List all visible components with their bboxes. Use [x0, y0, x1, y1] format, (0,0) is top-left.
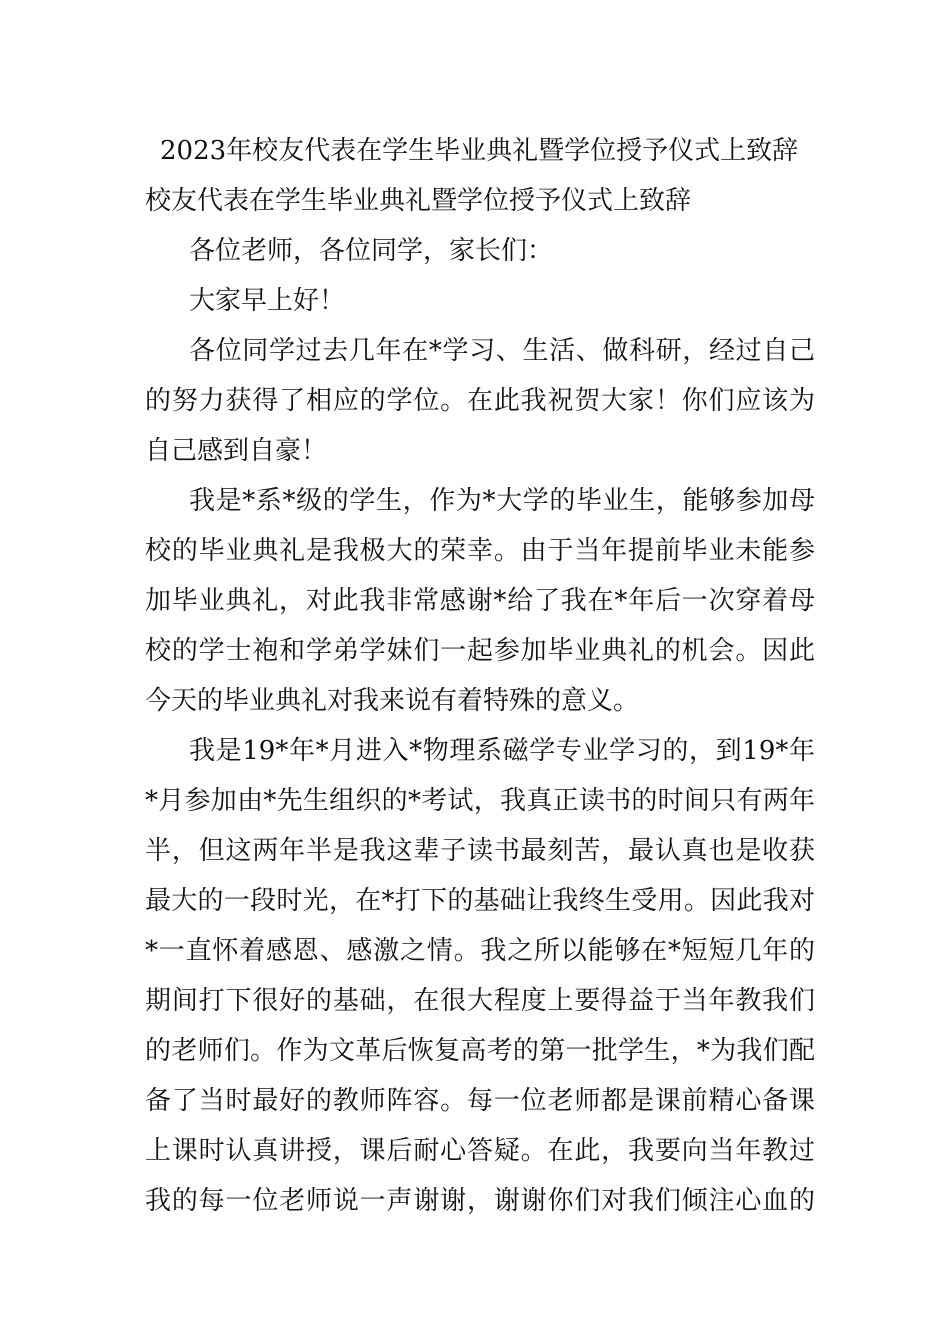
paragraph-3-line-3: 半，但这两年半是我这辈子读书最刻苦，最认真也是收获 — [145, 836, 815, 866]
paragraph-1-line-1: 各位同学过去几年在*学习、生活、做科研，经过自己 — [189, 336, 815, 366]
paragraph-3-line-2: *月参加由*先生组织的*考试，我真正读书的时间只有两年 — [145, 786, 815, 816]
paragraph-2-line-4: 校的学士袍和学弟学妹们一起参加毕业典礼的机会。因此 — [145, 636, 815, 666]
document-title: 2023年校友代表在学生毕业典礼暨学位授予仪式上致辞 — [160, 136, 799, 166]
paragraph-3-line-6: 期间打下很好的基础，在很大程度上要得益于当年教我们 — [145, 986, 815, 1016]
greeting-line: 各位老师，各位同学，家长们： — [189, 236, 554, 266]
paragraph-3-line-10: 我的每一位老师说一声谢谢，谢谢你们对我们倾注心血的 — [145, 1186, 815, 1216]
paragraph-3-line-7: 的老师们。作为文革后恢复高考的第一批学生，*为我们配 — [145, 1036, 815, 1066]
document-subtitle: 校友代表在学生毕业典礼暨学位授予仪式上致辞 — [145, 186, 692, 216]
paragraph-3-line-1: 我是19*年*月进入*物理系磁学专业学习的，到19*年 — [189, 736, 815, 766]
paragraph-2-line-1: 我是*系*级的学生，作为*大学的毕业生，能够参加母 — [189, 486, 815, 516]
paragraph-1-line-2: 的努力获得了相应的学位。在此我祝贺大家！你们应该为 — [145, 386, 815, 416]
paragraph-2-line-5: 今天的毕业典礼对我来说有着特殊的意义。 — [145, 686, 640, 716]
paragraph-2-line-2: 校的毕业典礼是我极大的荣幸。由于当年提前毕业未能参 — [145, 536, 815, 566]
salutation-line: 大家早上好！ — [189, 286, 346, 316]
paragraph-3-line-9: 上课时认真讲授，课后耐心答疑。在此，我要向当年教过 — [145, 1136, 815, 1166]
paragraph-2-line-3: 加毕业典礼，对此我非常感谢*给了我在*年后一次穿着母 — [145, 586, 815, 616]
paragraph-1-line-3: 自己感到自豪！ — [145, 436, 328, 466]
paragraph-3-line-5: *一直怀着感恩、感激之情。我之所以能够在*短短几年的 — [145, 936, 815, 966]
paragraph-3-line-4: 最大的一段时光，在*打下的基础让我终生受用。因此我对 — [145, 886, 815, 916]
paragraph-3-line-8: 备了当时最好的教师阵容。每一位老师都是课前精心备课 — [145, 1086, 815, 1116]
